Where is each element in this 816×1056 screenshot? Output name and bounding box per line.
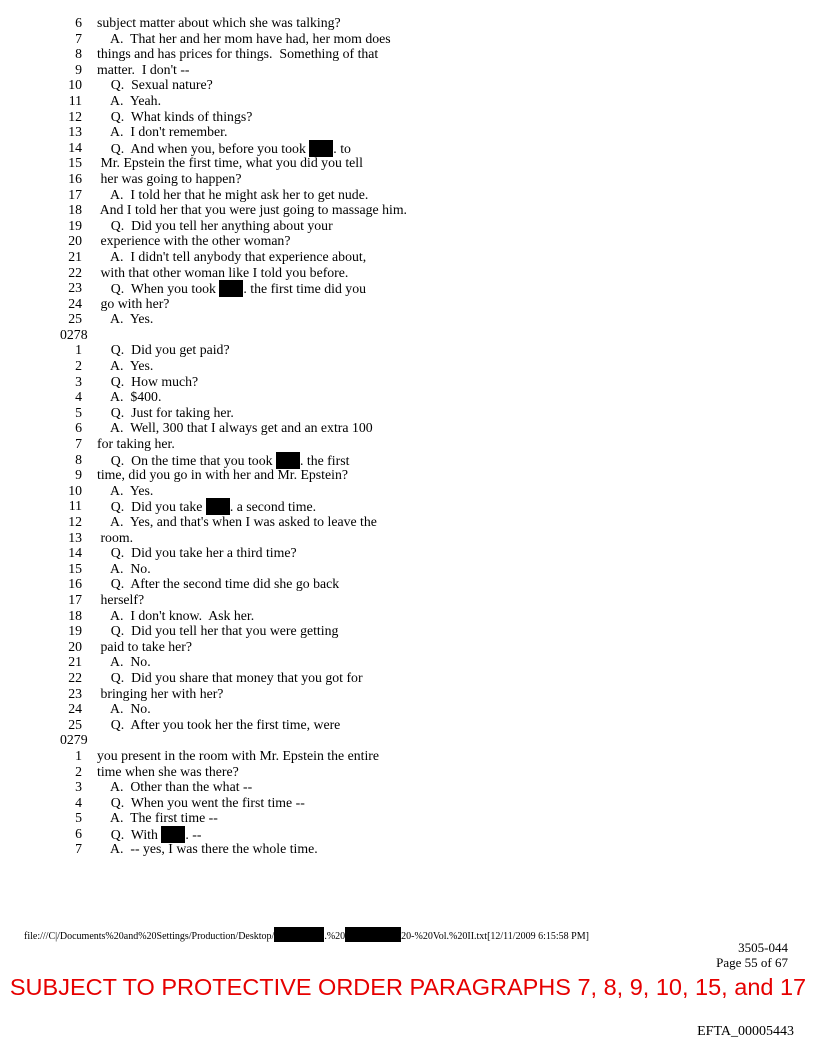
line-text-part: Q. On the time that you took: [97, 452, 276, 468]
line-text: [97, 280, 366, 297]
line-text: [97, 296, 169, 312]
line-text-part: paid to take her?: [97, 638, 193, 654]
line-number: 16: [68, 576, 82, 592]
line-text-part: Q. And when you, before you took: [97, 140, 310, 156]
line-text: [97, 436, 175, 452]
line-text: [97, 187, 368, 203]
line-text: [97, 218, 333, 234]
transcript-line: [60, 109, 780, 125]
transcript-body: [60, 15, 780, 857]
line-number: 7: [75, 30, 82, 46]
line-number: 5: [75, 810, 82, 826]
line-text: [97, 841, 318, 857]
transcript-line: [60, 639, 780, 655]
line-number: 7: [75, 436, 82, 452]
transcript-line: [60, 202, 780, 218]
line-text-part: A. -- yes, I was there the whole time.: [97, 841, 318, 857]
transcript-line: [60, 77, 780, 93]
transcript-line: [60, 187, 780, 203]
line-text-part: for taking her.: [97, 436, 175, 452]
redaction-box: [274, 927, 324, 942]
line-text-part: her was going to happen?: [97, 170, 242, 186]
line-number: 10: [68, 482, 82, 498]
page-marker: [60, 327, 780, 343]
file-path-middle: .%20: [324, 931, 346, 942]
line-text: [97, 374, 198, 390]
line-text-part: bringing her with her?: [97, 685, 224, 701]
file-path-end: 20-%20Vol.%20II.txt[12/11/2009 6:15:58 PM]: [401, 931, 589, 942]
line-text-part: time, did you go in with her and Mr. Epstein?: [97, 467, 348, 483]
line-text: [97, 93, 161, 109]
line-number: 24: [68, 295, 82, 311]
transcript-line: [60, 592, 780, 608]
line-number: 9: [75, 467, 82, 483]
file-path: [24, 927, 589, 942]
transcript-line: [60, 452, 780, 468]
transcript-line: [60, 436, 780, 452]
line-text-part: Q. Did you tell her anything about your: [97, 217, 333, 233]
line-text: [97, 62, 190, 78]
line-text-part: A. I told her that he might ask her to get nude.: [97, 186, 369, 202]
line-text-part: A. No.: [97, 560, 151, 576]
bates-number: 3505-044: [738, 940, 788, 955]
line-text: [97, 717, 340, 733]
line-text-part: Q. Did you take: [97, 499, 206, 515]
line-text: [97, 545, 297, 561]
line-text-part: with that other woman like I told you before.: [97, 264, 349, 280]
line-text: [97, 124, 227, 140]
redaction-box: [345, 927, 401, 942]
line-number: 20: [68, 638, 82, 654]
line-text: [97, 233, 290, 249]
transcript-line: [60, 140, 780, 156]
line-number: 19: [68, 623, 82, 639]
line-number: 17: [68, 186, 82, 202]
transcript-line: [60, 31, 780, 47]
line-text-part: go with her?: [97, 295, 170, 311]
line-number: 8: [75, 451, 82, 467]
transcript-line: [60, 311, 780, 327]
line-number: 10: [68, 77, 82, 93]
line-number: 22: [68, 264, 82, 280]
line-text: [97, 670, 363, 686]
line-text-part: A. I don't remember.: [97, 124, 228, 140]
transcript-line: [60, 686, 780, 702]
line-text: [97, 358, 153, 374]
line-text: [97, 686, 223, 702]
line-text: [97, 795, 305, 811]
redaction-box: [276, 452, 300, 469]
line-text: [97, 311, 153, 327]
transcript-line: [60, 342, 780, 358]
line-text-part: A. Well, 300 that I always get and an extra 100: [97, 420, 373, 436]
line-text-part: A. That her and her mom have had, her mom does: [97, 30, 391, 46]
line-text-part: . the first: [299, 452, 350, 468]
line-text-part: . to: [333, 140, 351, 156]
line-number: 21: [68, 248, 82, 264]
transcript-line: [60, 358, 780, 374]
line-text-part: Q. When you went the first time --: [97, 794, 305, 810]
line-text-part: A. Yes.: [97, 311, 154, 327]
line-text: [97, 155, 363, 171]
line-text-part: . a second time.: [229, 499, 317, 515]
line-number: 12: [68, 514, 82, 529]
transcript-line: [60, 764, 780, 780]
line-number: 6: [75, 825, 82, 841]
transcript-line: [60, 171, 780, 187]
line-text-part: A. Other than the what --: [97, 779, 253, 795]
line-text-part: Q. Just for taking her.: [97, 404, 234, 420]
transcript-line: [60, 561, 780, 577]
line-text: [97, 109, 252, 125]
line-text: [97, 15, 341, 31]
line-text-part: Q. What kinds of things?: [97, 108, 253, 124]
transcript-line: [60, 46, 780, 62]
line-text-part: Q. Did you get paid?: [97, 342, 230, 358]
transcript-line: [60, 155, 780, 171]
line-number: 21: [68, 654, 82, 670]
transcript-line: [60, 249, 780, 265]
line-text-part: A. I didn't tell anybody that experience about,: [97, 248, 367, 264]
line-text-part: time when she was there?: [97, 763, 239, 779]
line-number: 18: [68, 202, 82, 218]
line-number: 13: [68, 124, 82, 140]
line-text-part: A. $400.: [97, 389, 162, 405]
transcript-line: [60, 296, 780, 312]
transcript-line: [60, 670, 780, 686]
line-text: [97, 483, 153, 499]
line-text-part: Q. After the second time did she go back: [97, 576, 340, 592]
line-number: 1: [75, 342, 82, 358]
line-text: [97, 623, 338, 639]
transcript-line: [60, 826, 780, 842]
transcript-line: [60, 810, 780, 826]
line-number: 24: [68, 701, 82, 717]
line-text-part: And I told her that you were just going to massage him.: [97, 202, 407, 218]
line-text-part: Q. Did you tell her that you were getting: [97, 623, 339, 639]
line-text: [97, 467, 348, 483]
transcript-line: [60, 623, 780, 639]
transcript-line: [60, 420, 780, 436]
line-text: [97, 342, 230, 358]
line-text: [97, 46, 378, 62]
line-text: [97, 779, 252, 795]
line-number: 0278: [60, 326, 88, 342]
transcript-line: [60, 93, 780, 109]
line-number: 9: [75, 61, 82, 77]
line-number: 2: [75, 763, 82, 779]
line-number: 6: [75, 420, 82, 436]
transcript-line: [60, 374, 780, 390]
line-text-part: Q. After you took her the first time, were: [97, 716, 341, 732]
line-text: [97, 514, 377, 530]
line-number: 0279: [60, 732, 88, 748]
line-text-part: Q. Sexual nature?: [97, 77, 213, 93]
line-number: 17: [68, 591, 82, 607]
transcript-line: [60, 654, 780, 670]
redaction-box: [206, 498, 230, 515]
transcript-line: [60, 233, 780, 249]
line-number: 11: [68, 498, 82, 514]
transcript-line: [60, 545, 780, 561]
line-text-part: A. No.: [97, 654, 151, 670]
line-number: 18: [68, 607, 82, 623]
line-number: 8: [75, 46, 82, 62]
line-text: [97, 31, 391, 47]
page-marker: [60, 732, 780, 748]
line-text: [97, 202, 407, 218]
line-text-part: A. No.: [97, 701, 151, 717]
line-text: [97, 420, 373, 436]
line-number: 1: [75, 747, 82, 763]
line-text-part: A. Yes.: [97, 358, 154, 374]
transcript-line: [60, 530, 780, 546]
line-text: [97, 171, 241, 187]
line-number: 3: [75, 779, 82, 795]
line-text-part: . --: [185, 826, 202, 842]
line-number: 12: [68, 108, 82, 124]
transcript-line: [60, 389, 780, 405]
line-number: 16: [68, 170, 82, 186]
line-text: [97, 140, 351, 157]
line-text-part: matter. I don't --: [97, 61, 190, 77]
line-text: [97, 452, 349, 469]
line-number: 7: [75, 841, 82, 857]
file-path-start: file:///C|/Documents%20and%20Settings/Production/Desktop/: [24, 931, 275, 942]
line-number: 19: [68, 217, 82, 233]
line-text-part: Q. With: [97, 826, 162, 842]
line-number: 20: [68, 233, 82, 249]
line-number: 23: [68, 280, 82, 296]
line-text: [97, 592, 144, 608]
line-number: 23: [68, 685, 82, 701]
line-text: [97, 530, 133, 546]
line-number: 4: [75, 794, 82, 810]
line-text-part: herself?: [97, 591, 145, 607]
line-text-part: room.: [97, 529, 134, 545]
line-number: 22: [68, 669, 82, 685]
line-text-part: . the first time did you: [243, 281, 366, 297]
line-number: 14: [68, 545, 82, 561]
line-number: 6: [75, 15, 82, 30]
transcript-line: [60, 15, 780, 31]
line-text: [97, 826, 201, 843]
line-text-part: experience with the other woman?: [97, 233, 291, 249]
line-text: [97, 810, 218, 826]
redaction-box: [161, 826, 185, 843]
redaction-box: [309, 140, 333, 157]
transcript-line: [60, 498, 780, 514]
line-text: [97, 701, 151, 717]
line-number: 15: [68, 560, 82, 576]
line-text: [97, 389, 161, 405]
transcript-line: [60, 483, 780, 499]
line-number: 13: [68, 529, 82, 545]
line-text-part: Q. When you took: [97, 281, 220, 297]
protective-order-notice: SUBJECT TO PROTECTIVE ORDER PARAGRAPHS 7, 8, 9, 10, 15, and 17: [9, 974, 807, 1000]
transcript-line: [60, 467, 780, 483]
line-number: 11: [68, 92, 82, 108]
efta-number: EFTA_00005443: [697, 1024, 794, 1039]
line-text-part: you present in the room with Mr. Epstein the entire: [97, 747, 380, 763]
transcript-line: [60, 795, 780, 811]
line-text: [97, 249, 366, 265]
transcript-line: [60, 576, 780, 592]
line-text: [97, 561, 151, 577]
transcript-line: [60, 62, 780, 78]
page-number: Page 55 of 67: [716, 955, 788, 970]
line-text: [97, 748, 379, 764]
line-text-part: A. Yes, and that's when I was asked to leave the: [97, 514, 377, 529]
redaction-box: [219, 280, 243, 297]
line-text-part: Q. How much?: [97, 373, 199, 389]
transcript-line: [60, 841, 780, 857]
line-text-part: Mr. Epstein the first time, what you did you tell: [97, 155, 363, 171]
line-text-part: Q. Did you share that money that you got for: [97, 669, 363, 685]
line-text-part: Q. Did you take her a third time?: [97, 545, 297, 561]
transcript-line: [60, 608, 780, 624]
line-text: [97, 498, 316, 515]
line-text: [97, 77, 213, 93]
line-number: 3: [75, 373, 82, 389]
line-number: 5: [75, 404, 82, 420]
transcript-line: [60, 218, 780, 234]
line-text: [97, 405, 234, 421]
transcript-line: [60, 779, 780, 795]
line-number: 15: [68, 155, 82, 171]
line-text-part: subject matter about which she was talking?: [97, 15, 341, 30]
line-text: [97, 576, 339, 592]
line-text-part: A. I don't know. Ask her.: [97, 607, 255, 623]
transcript-line: [60, 748, 780, 764]
line-text: [97, 654, 151, 670]
bates-block: [716, 940, 788, 970]
line-number: 14: [68, 139, 82, 155]
transcript-line: [60, 280, 780, 296]
transcript-line: [60, 514, 780, 530]
transcript-line: [60, 701, 780, 717]
line-number: 4: [75, 389, 82, 405]
line-text: [97, 608, 254, 624]
line-text: [97, 764, 239, 780]
transcript-line: [60, 265, 780, 281]
line-number: 2: [75, 358, 82, 374]
line-text-part: A. Yes.: [97, 482, 154, 498]
line-text-part: A. The first time --: [97, 810, 218, 826]
line-text: [97, 265, 348, 281]
line-text-part: A. Yeah.: [97, 92, 162, 108]
transcript-line: [60, 717, 780, 733]
line-text: [97, 639, 192, 655]
transcript-line: [60, 124, 780, 140]
transcript-line: [60, 405, 780, 421]
line-text-part: things and has prices for things. Something of that: [97, 46, 379, 62]
line-number: 25: [68, 716, 82, 732]
line-number: 25: [68, 311, 82, 327]
